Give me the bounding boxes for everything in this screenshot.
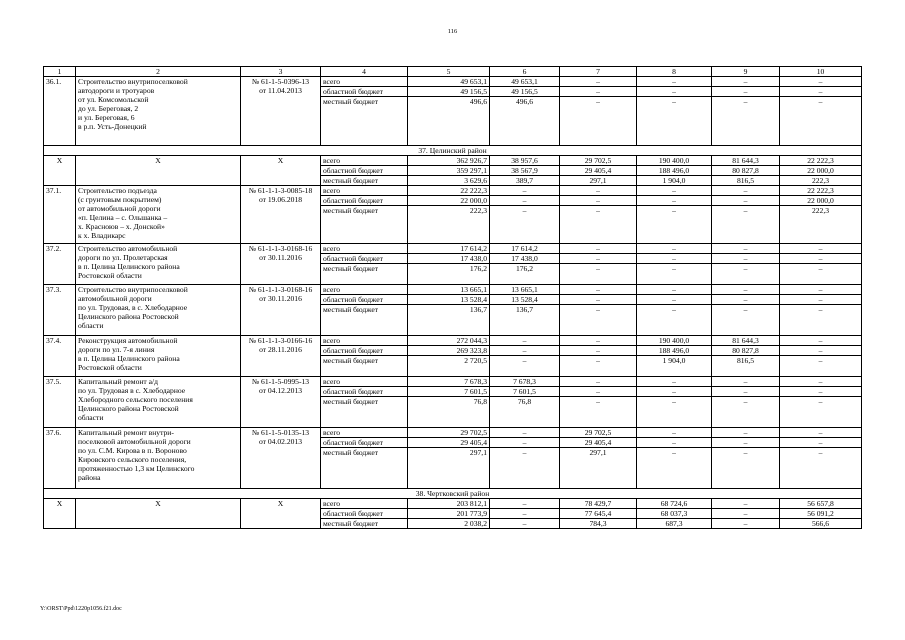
amount-cell: 784,3 (560, 519, 637, 529)
funding-source: областной бюджет (321, 509, 408, 519)
amount-cell: – (712, 387, 780, 397)
amount-cell: – (560, 397, 637, 428)
amount-cell: – (780, 397, 862, 428)
amount-cell: 222,3 (780, 206, 862, 244)
column-numbers-row (44, 67, 862, 77)
amount-cell: 80 827,8 (712, 166, 780, 176)
placeholder-x: Х (241, 156, 321, 186)
amount-cell: – (780, 244, 862, 254)
project-document: № 61-1-5-0396-13 от 11.04.2013 (241, 77, 321, 146)
amount-cell: 29 405,4 (560, 438, 637, 448)
amount-cell: 49 156,5 (490, 87, 560, 97)
amount-cell: 201 773,9 (408, 509, 490, 519)
amount-cell: 80 827,8 (712, 346, 780, 356)
amount-cell: 190 400,0 (637, 336, 712, 346)
amount-cell: 203 812,1 (408, 499, 490, 509)
amount-cell: – (712, 305, 780, 336)
table-body (44, 67, 862, 529)
table-row (44, 428, 862, 438)
amount-cell: – (780, 387, 862, 397)
project-name: Реконструкция автомобильной дороги по ул. 7-я линия в п. Целина Целинского района Ростовской области (76, 336, 241, 377)
amount-cell: – (490, 519, 560, 529)
amount-cell: – (712, 186, 780, 196)
amount-cell: 7 678,3 (490, 377, 560, 387)
amount-cell: – (637, 196, 712, 206)
amount-cell: 222,3 (408, 206, 490, 244)
amount-cell: 188 496,0 (637, 346, 712, 356)
file-path-footer: Y:\ORST\Ppd\1220p1056.f21.doc (40, 606, 122, 612)
amount-cell: 49 653,1 (408, 77, 490, 87)
amount-cell: – (490, 448, 560, 489)
district-title: 38. Чертковский район (44, 489, 862, 499)
project-document: № 61-1-1-3-0085-18 от 19.06.2018 (241, 186, 321, 244)
amount-cell: 566,6 (780, 519, 862, 529)
amount-cell: 687,3 (637, 519, 712, 529)
amount-cell: – (637, 448, 712, 489)
project-name: Строительство подъезда (с грунтовым покрытием) от автомобильной дороги «п. Целина – с. Ольшанка – х. Красноюв – х. Донской» к х. Владикарс (76, 186, 241, 244)
funding-source: всего (321, 336, 408, 346)
project-name: Строительство внутрипоселковой автомобильной дороги по ул. Трудовая, в с. Хлебодарное Целинского района Ростовской области (76, 285, 241, 336)
amount-cell: – (637, 428, 712, 438)
amount-cell: 136,7 (490, 305, 560, 336)
amount-cell: 81 644,3 (712, 156, 780, 166)
amount-cell: – (490, 509, 560, 519)
amount-cell: – (712, 499, 780, 509)
amount-cell: – (712, 264, 780, 285)
amount-cell: 2 038,2 (408, 519, 490, 529)
amount-cell: – (712, 509, 780, 519)
amount-cell: 81 644,3 (712, 336, 780, 346)
amount-cell: 29 702,5 (560, 428, 637, 438)
amount-cell: – (780, 264, 862, 285)
amount-cell: – (490, 186, 560, 196)
project-document: № 61-1-1-3-0166-16 от 28.11.2016 (241, 336, 321, 377)
amount-cell: 359 297,1 (408, 166, 490, 176)
column-number: 1 (44, 67, 76, 77)
amount-cell: 76,8 (490, 397, 560, 428)
amount-cell: 17 438,0 (490, 254, 560, 264)
project-number: 37.1. (44, 186, 76, 244)
project-number: 37.4. (44, 336, 76, 377)
funding-source: областной бюджет (321, 254, 408, 264)
amount-cell: – (490, 206, 560, 244)
amount-cell: 176,2 (408, 264, 490, 285)
table-row (44, 77, 862, 87)
district-header-row (44, 489, 862, 499)
project-number: 37.3. (44, 285, 76, 336)
amount-cell: – (712, 97, 780, 146)
amount-cell: 17 614,2 (408, 244, 490, 254)
table-row (44, 285, 862, 295)
funding-source: местный бюджет (321, 519, 408, 529)
amount-cell: 297,1 (560, 176, 637, 186)
amount-cell: 7 601,5 (490, 387, 560, 397)
amount-cell: – (712, 397, 780, 428)
amount-cell: – (712, 87, 780, 97)
amount-cell: – (780, 438, 862, 448)
amount-cell: 17 438,0 (408, 254, 490, 264)
amount-cell: – (780, 97, 862, 146)
amount-cell: 76,8 (408, 397, 490, 428)
district-header-row (44, 146, 862, 156)
column-number: 3 (241, 67, 321, 77)
project-name: Капитальный ремонт а/д по ул. Трудовая в с. Хлебодарное Хлебородного сельского поселения Целинского района Ростовской области (76, 377, 241, 428)
amount-cell: 29 405,4 (560, 166, 637, 176)
amount-cell: 816,5 (712, 356, 780, 377)
amount-cell: – (560, 186, 637, 196)
amount-cell: 68 037,3 (637, 509, 712, 519)
placeholder-x: Х (76, 156, 241, 186)
amount-cell: – (637, 97, 712, 146)
district-total-row (44, 156, 862, 166)
amount-cell: 176,2 (490, 264, 560, 285)
amount-cell: – (780, 356, 862, 377)
district-total-row (44, 499, 862, 509)
project-number: 36.1. (44, 77, 76, 146)
amount-cell: – (637, 397, 712, 428)
funding-source: всего (321, 377, 408, 387)
funding-source: всего (321, 77, 408, 87)
amount-cell: 816,5 (712, 176, 780, 186)
amount-cell: – (712, 196, 780, 206)
amount-cell: – (712, 377, 780, 387)
budget-table (43, 66, 862, 529)
amount-cell: – (560, 377, 637, 387)
amount-cell: 22 222,3 (780, 186, 862, 196)
amount-cell: 389,7 (490, 176, 560, 186)
amount-cell: – (560, 356, 637, 377)
amount-cell: 17 614,2 (490, 244, 560, 254)
amount-cell: – (712, 519, 780, 529)
amount-cell: 29 702,5 (560, 156, 637, 166)
table-row (44, 377, 862, 387)
placeholder-x: Х (44, 156, 76, 186)
amount-cell: – (712, 448, 780, 489)
project-document: № 61-1-1-3-0168-16 от 30.11.2016 (241, 244, 321, 285)
amount-cell: 22 000,0 (408, 196, 490, 206)
page-number: 116 (447, 28, 458, 35)
amount-cell: – (637, 186, 712, 196)
amount-cell: – (637, 244, 712, 254)
column-number: 10 (780, 67, 862, 77)
project-document: № 61-1-5-0135-13 от 04.02.2013 (241, 428, 321, 489)
amount-cell: – (712, 295, 780, 305)
amount-cell: 29 405,4 (408, 438, 490, 448)
funding-source: областной бюджет (321, 387, 408, 397)
amount-cell: – (637, 77, 712, 87)
amount-cell: – (637, 87, 712, 97)
funding-source: всего (321, 285, 408, 295)
funding-source: областной бюджет (321, 295, 408, 305)
funding-source: областной бюджет (321, 196, 408, 206)
amount-cell: – (780, 254, 862, 264)
amount-cell: – (560, 295, 637, 305)
funding-source: областной бюджет (321, 438, 408, 448)
amount-cell: 190 400,0 (637, 156, 712, 166)
amount-cell: 297,1 (560, 448, 637, 489)
funding-source: всего (321, 428, 408, 438)
funding-source: областной бюджет (321, 346, 408, 356)
table-row (44, 186, 862, 196)
project-number: 37.2. (44, 244, 76, 285)
amount-cell: 7 678,3 (408, 377, 490, 387)
amount-cell: 68 724,6 (637, 499, 712, 509)
amount-cell: 13 665,1 (490, 285, 560, 295)
amount-cell: – (560, 254, 637, 264)
amount-cell: – (490, 499, 560, 509)
amount-cell: – (780, 87, 862, 97)
column-number: 2 (76, 67, 241, 77)
amount-cell: – (560, 387, 637, 397)
project-document: № 61-1-1-3-0168-16 от 30.11.2016 (241, 285, 321, 336)
amount-cell: 269 323,8 (408, 346, 490, 356)
funding-source: местный бюджет (321, 356, 408, 377)
amount-cell: – (780, 285, 862, 295)
table-row (44, 336, 862, 346)
column-number: 7 (560, 67, 637, 77)
amount-cell: – (712, 244, 780, 254)
column-number: 9 (712, 67, 780, 77)
column-number: 6 (490, 67, 560, 77)
amount-cell: – (490, 196, 560, 206)
amount-cell: 22 222,3 (780, 156, 862, 166)
amount-cell: – (490, 346, 560, 356)
column-number: 8 (637, 67, 712, 77)
amount-cell: – (780, 346, 862, 356)
amount-cell: – (712, 77, 780, 87)
amount-cell: – (712, 206, 780, 244)
amount-cell: – (712, 254, 780, 264)
district-title: 37. Целинский район (44, 146, 862, 156)
amount-cell: – (560, 346, 637, 356)
amount-cell: – (637, 438, 712, 448)
amount-cell: 13 665,1 (408, 285, 490, 295)
amount-cell: – (560, 77, 637, 87)
amount-cell: – (490, 336, 560, 346)
amount-cell: 188 496,0 (637, 166, 712, 176)
amount-cell: 49 156,5 (408, 87, 490, 97)
amount-cell: – (780, 77, 862, 87)
amount-cell: – (780, 377, 862, 387)
funding-source: местный бюджет (321, 305, 408, 336)
funding-source: местный бюджет (321, 206, 408, 244)
amount-cell: – (712, 438, 780, 448)
amount-cell: 1 904,0 (637, 176, 712, 186)
amount-cell: – (637, 305, 712, 336)
amount-cell: – (560, 97, 637, 146)
amount-cell: – (637, 295, 712, 305)
funding-source: местный бюджет (321, 397, 408, 428)
funding-source: областной бюджет (321, 166, 408, 176)
amount-cell: – (560, 285, 637, 295)
amount-cell: 272 044,3 (408, 336, 490, 346)
funding-source: местный бюджет (321, 176, 408, 186)
funding-source: всего (321, 186, 408, 196)
column-number: 5 (408, 67, 490, 77)
amount-cell: 38 567,9 (490, 166, 560, 176)
amount-cell: – (490, 356, 560, 377)
funding-source: всего (321, 156, 408, 166)
placeholder-x: Х (44, 499, 76, 529)
amount-cell: – (712, 428, 780, 438)
amount-cell: – (637, 206, 712, 244)
amount-cell: 77 645,4 (560, 509, 637, 519)
funding-source: местный бюджет (321, 264, 408, 285)
amount-cell: – (780, 448, 862, 489)
amount-cell: – (560, 196, 637, 206)
placeholder-x: Х (76, 499, 241, 529)
amount-cell: – (560, 264, 637, 285)
column-number: 4 (321, 67, 408, 77)
amount-cell: – (780, 295, 862, 305)
amount-cell: – (637, 264, 712, 285)
table-row (44, 244, 862, 254)
amount-cell: 38 957,6 (490, 156, 560, 166)
amount-cell: – (490, 438, 560, 448)
funding-source: всего (321, 244, 408, 254)
project-number: 37.5. (44, 377, 76, 428)
amount-cell: – (560, 305, 637, 336)
project-number: 37.6. (44, 428, 76, 489)
amount-cell: – (637, 254, 712, 264)
amount-cell: 496,6 (490, 97, 560, 146)
amount-cell: 13 528,4 (490, 295, 560, 305)
amount-cell: 22 000,0 (780, 196, 862, 206)
amount-cell: 56 091,2 (780, 509, 862, 519)
amount-cell: – (780, 428, 862, 438)
project-name: Строительство автомобильной дороги по ул. Пролетарская в п. Целина Целинского района Ростовской области (76, 244, 241, 285)
amount-cell: – (637, 387, 712, 397)
amount-cell: 22 000,0 (780, 166, 862, 176)
amount-cell: 7 601,5 (408, 387, 490, 397)
amount-cell: 49 653,1 (490, 77, 560, 87)
amount-cell: 2 720,5 (408, 356, 490, 377)
amount-cell: – (560, 336, 637, 346)
amount-cell: 56 657,8 (780, 499, 862, 509)
amount-cell: – (560, 87, 637, 97)
amount-cell: 29 702,5 (408, 428, 490, 438)
amount-cell: – (712, 285, 780, 295)
funding-source: местный бюджет (321, 448, 408, 489)
amount-cell: – (637, 377, 712, 387)
amount-cell: – (637, 285, 712, 295)
project-document: № 61-1-5-0995-13 от 04.12.2013 (241, 377, 321, 428)
project-name: Капитальный ремонт внутри- поселковой автомобильной дороги по ул. С.М. Кирова в п. Вороново Кировского сельского поселения, протяженностью 1,3 км Целинского района (76, 428, 241, 489)
amount-cell: 362 926,7 (408, 156, 490, 166)
amount-cell: 1 904,0 (637, 356, 712, 377)
project-name: Строительство внутрипоселковой автодороги и тротуаров от ул. Комсомольской до ул. Береговая, 2 и ул. Береговая, 6 в р.п. Усть-Донецкий (76, 77, 241, 146)
amount-cell: 3 629,6 (408, 176, 490, 186)
funding-source: областной бюджет (321, 87, 408, 97)
amount-cell: – (560, 244, 637, 254)
amount-cell: – (780, 305, 862, 336)
placeholder-x: Х (241, 499, 321, 529)
amount-cell: – (780, 336, 862, 346)
amount-cell: 136,7 (408, 305, 490, 336)
amount-cell: – (560, 206, 637, 244)
amount-cell: 22 222,3 (408, 186, 490, 196)
amount-cell: 222,3 (780, 176, 862, 186)
amount-cell: 78 429,7 (560, 499, 637, 509)
amount-cell: 13 528,4 (408, 295, 490, 305)
funding-source: всего (321, 499, 408, 509)
amount-cell: – (490, 428, 560, 438)
amount-cell: 297,1 (408, 448, 490, 489)
amount-cell: 496,6 (408, 97, 490, 146)
funding-source: местный бюджет (321, 97, 408, 146)
